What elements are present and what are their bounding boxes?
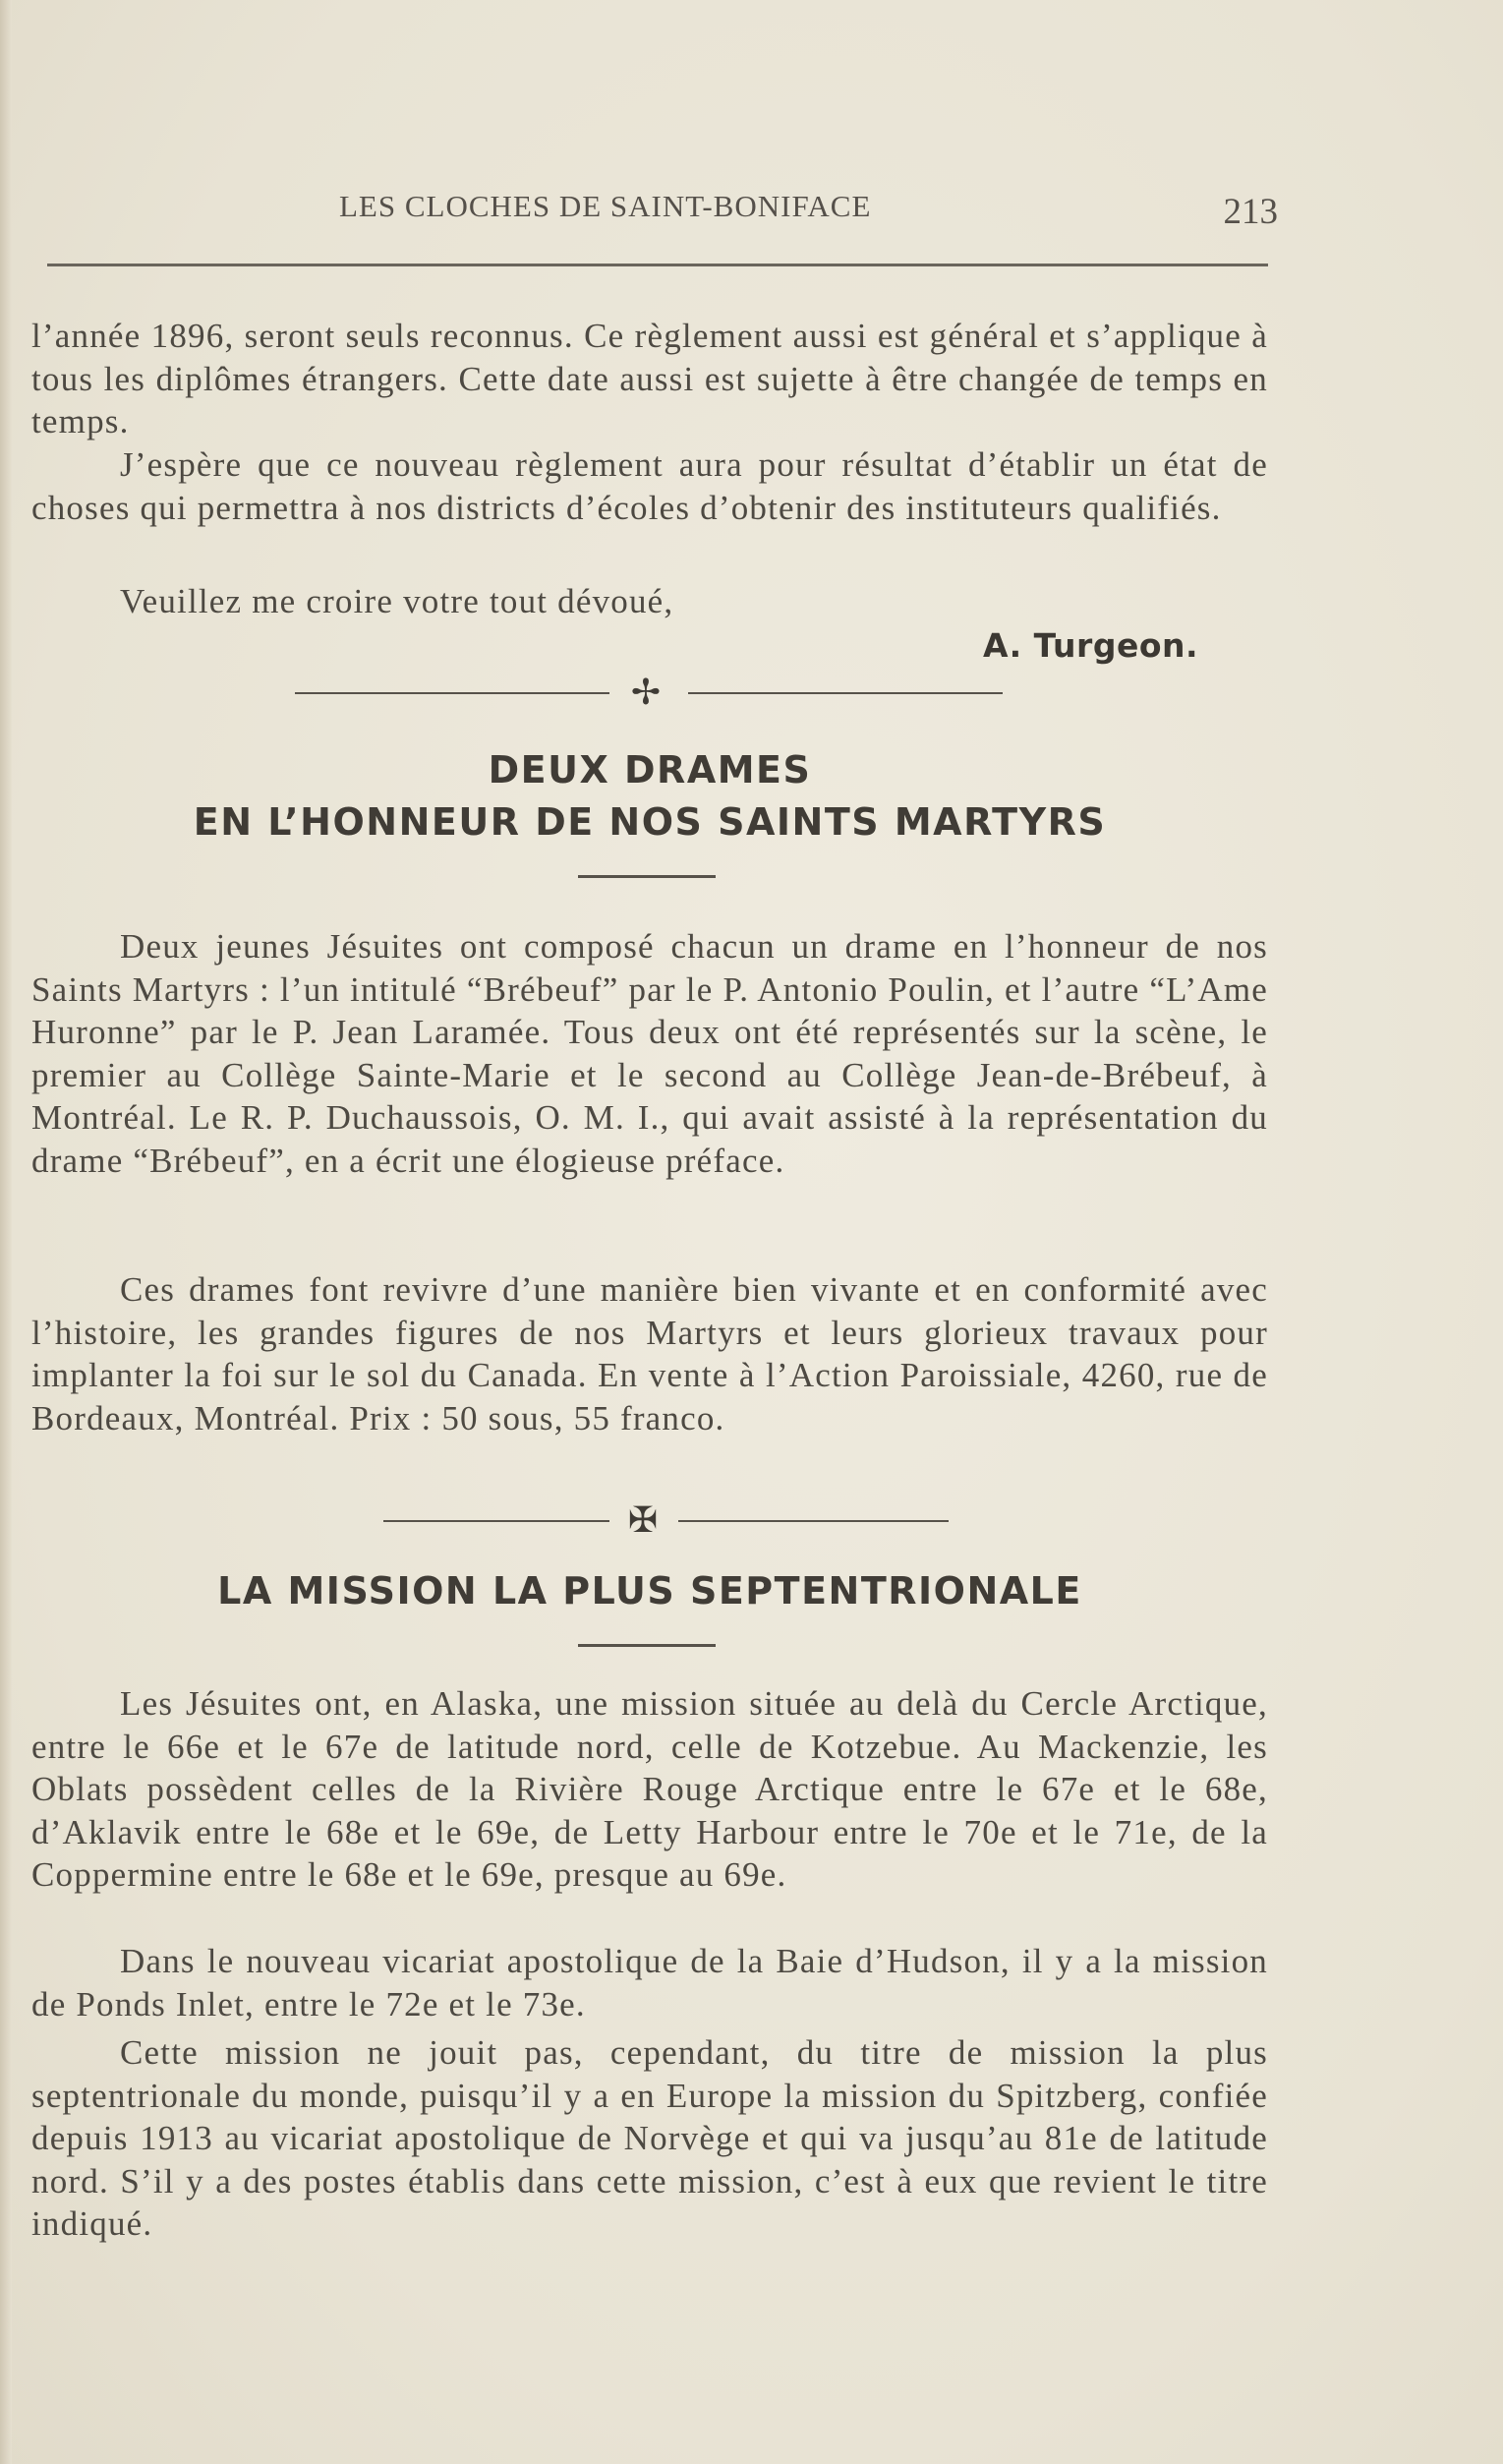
- letter-paragraph-1: l’année 1896, seront seuls reconnus. Ce règlement aussi est général et s’applique à tous les diplômes étrangers. Cette date aussi est sujette à être changée de temps en temps.: [31, 317, 1268, 440]
- page-spine-shadow: [0, 0, 12, 2464]
- page-number: 213: [1223, 192, 1278, 232]
- ornament-divider-1: [295, 674, 1003, 713]
- divider-line-left: [295, 692, 609, 694]
- letter-paragraph-2: J’espère que ce nouveau règlement aura pour résultat d’établir un état de choses qui permettra à nos districts d’écoles d’obtenir des instituteurs qualifiés.: [31, 445, 1268, 527]
- article-1-paragraph-2: Ces drames font revivre d’une manière bien vivante et en conformité avec l’histoire, les grandes figures de nos Martyrs et leurs glorieux travaux pour implanter la foi sur le sol du Canada. En vente à l’Action Paroissiale, 4260, rue de Bordeaux, Montréal. Prix : 50 sous, 55 franco.: [31, 1270, 1268, 1437]
- maltese-cross-icon: ✠: [627, 1500, 659, 1541]
- letter-closing: Veuillez me croire votre tout dévoué,: [120, 582, 674, 620]
- article-2-paragraph-1: Les Jésuites ont, en Alaska, une mission située au delà du Cercle Arctique, entre le 66e et le 67e de latitude nord, celle de Kotzebue. Au Mackenzie, les Oblats possèdent celles de la Rivière Rouge Arctique entre le 67e et le 68e, d’Aklavik entre le 68e et le 69e, de Letty Harbour entre le 70e et le 71e, de la Coppermine entre le 68e et le 69e, presque au 69e.: [31, 1684, 1268, 1894]
- article-2-title: LA MISSION LA PLUS SEPTENTRIONALE: [217, 1569, 1082, 1613]
- ornament-divider-2: [383, 1501, 949, 1541]
- divider-line-right: [688, 692, 1003, 694]
- article-2-paragraph-2: Dans le nouveau vicariat apostolique de la Baie d’Hudson, il y a la mission de Ponds Inlet, entre le 72e et le 73e.: [31, 1942, 1268, 2024]
- article-1-title-line-2: EN L’HONNEUR DE NOS SAINTS MARTYRS: [193, 800, 1107, 844]
- running-head: [29, 185, 1278, 234]
- article-1-paragraph-1: Deux jeunes Jésuites ont composé chacun un drame en l’honneur de nos Saints Martyrs : l’un intitulé “Brébeuf” par le P. Antonio Poulin, et l’autre “L’Ame Huronne” par le P. Jean Laramée. Tous deux ont été représentés sur la scène, le premier au Collège Sainte-Marie et le second au Collège Jean-de-Brébeuf, à Montréal. Le R. P. Duchaussois, O. M. I., qui avait assisté à la représentation du drame “Brébeuf”, en a écrit une élogieuse préface.: [31, 927, 1268, 1180]
- running-head-title: LES CLOCHES DE SAINT-BONIFACE: [339, 189, 872, 223]
- divider-line-left: [383, 1520, 609, 1522]
- cross-ornament-icon: ✢: [630, 673, 662, 713]
- divider-line-right: [678, 1520, 949, 1522]
- letter-signature: A. Turgeon.: [983, 626, 1199, 665]
- article-1-title-line-1: DEUX DRAMES: [488, 748, 812, 792]
- article-2-paragraph-3: Cette mission ne jouit pas, cependant, du titre de mission la plus septentrionale du monde, puisqu’il y a en Europe la mission du Spitzberg, confiée depuis 1913 au vicariat apostolique de Norvège et qui va jusqu’au 81e de latitude nord. S’il y a des postes établis dans cette mission, c’est à eux que revient le titre indiqué.: [31, 2033, 1268, 2243]
- article-1-title-rule: [578, 875, 716, 878]
- article-2-title-rule: [578, 1644, 716, 1647]
- header-rule: [47, 264, 1268, 266]
